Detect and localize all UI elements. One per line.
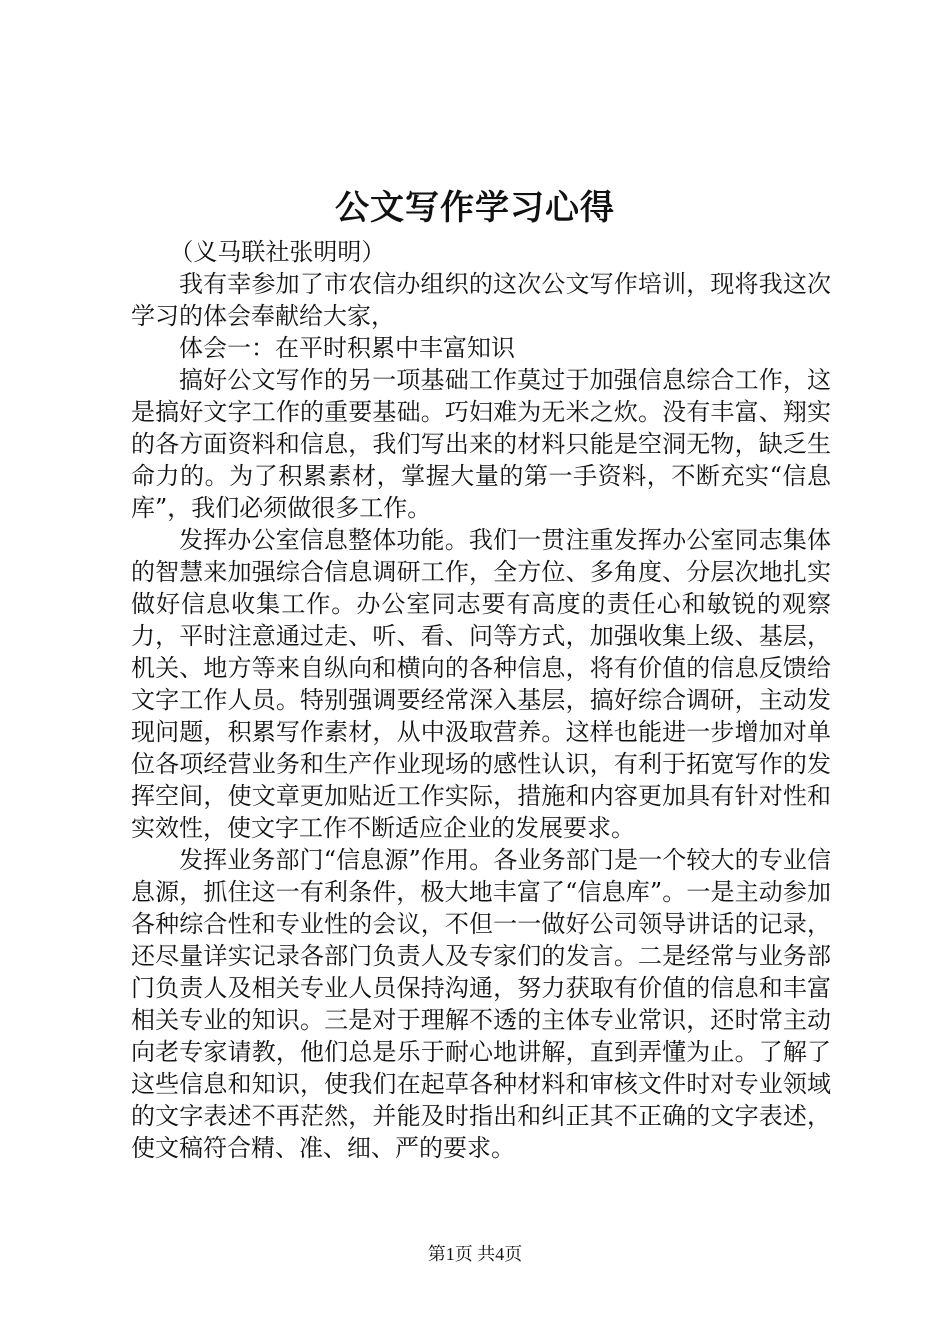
section-heading: 体会一：在平时积累中丰富知识 xyxy=(179,334,515,362)
paragraph: 发挥业务部门“信息源”作用。各业务部门是一个较大的专业信息源，抓住这一有利条件，极大地丰富了“信息库”。一是主动参加各种综合性和专业性的会议，不但一一做好公司领导讲话的记录，还尽量详实记录各部门负责人及专家们的发言。二是经常与业务部门负责人及相关专业人员保持沟通，努力获取有价值的信息和丰富相关专业的知识。三是对于理解不透的主体专业常识，还时常主动向老专家请教，他们总是乐于耐心地讲解，直到弄懂为止。了解了这些信息和知识，使我们在起草各种材料和审核文件时对专业领域的文字表述不再茫然，并能及时指出和纠正其不正确的文字表述，使文稿符合精、准、细、严的要求。 xyxy=(131,846,831,1162)
document-body xyxy=(131,236,831,1164)
paragraph-intro: 我有幸参加了市农信办组织的这次公文写作培训，现将我这次学习的体会奉献给大家， xyxy=(131,270,831,330)
paragraph: 发挥办公室信息整体功能。我们一贯注重发挥办公室同志集体的智慧来加强综合信息调研工作，全方位、多角度、分层次地扎实做好信息收集工作。办公室同志要有高度的责任心和敏锐的观察力，平时注意通过走、听、看、问等方式，加强收集上级、基层，机关、地方等来自纵向和横向的各种信息，将有价值的信息反馈给文字工作人员。特别强调要经常深入基层，搞好综合调研，主动发现问题，积累写作素材，从中汲取营养。这样也能进一步增加对单位各项经营业务和生产作业现场的感性认识，有利于拓宽写作的发挥空间，使文章更加贴近工作实际，措施和内容更加具有针对性和实效性，使文字工作不断适应企业的发展要求。 xyxy=(131,526,831,842)
paragraph: 搞好公文写作的另一项基础工作莫过于加强信息综合工作，这是搞好文字工作的重要基础。巧妇难为无米之炊。没有丰富、翔实的各方面资料和信息，我们写出来的材料只能是空洞无物，缺乏生命力的。为了积累素材，掌握大量的第一手资料，不断充实“信息库”，我们必须做很多工作。 xyxy=(131,366,831,522)
document-title: 公文写作学习心得 xyxy=(335,188,615,228)
page-number-footer: 第1页 共4页 xyxy=(427,1244,523,1264)
byline: （义马联社张明明） xyxy=(169,238,386,266)
